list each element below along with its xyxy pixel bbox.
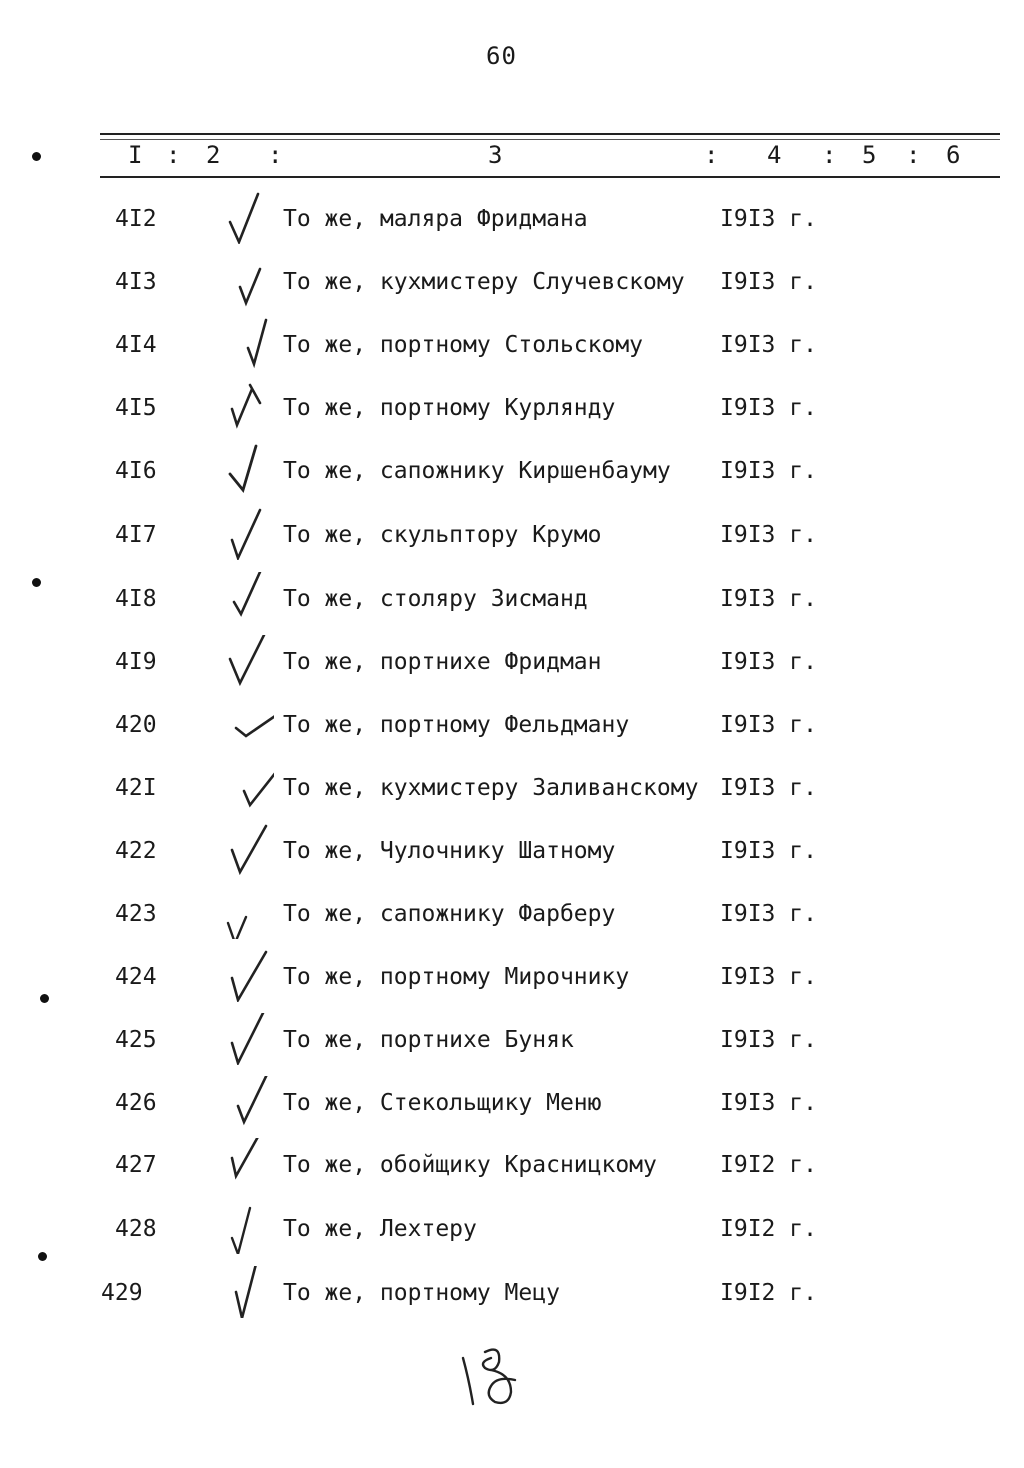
- checkmark-icon: [226, 1202, 274, 1254]
- checkmark-icon: [226, 950, 274, 1002]
- row-number: 427: [115, 1152, 157, 1178]
- row-description: То же, портному Мирочнику: [283, 964, 630, 990]
- row-date: I9I3 г.: [720, 712, 817, 738]
- row-description: То же, кухмистеру Заливанскому: [283, 775, 699, 801]
- row-description: То же, скульптору Крумо: [283, 522, 602, 548]
- row-description: То же, портнихе Фридман: [283, 649, 602, 675]
- header-sep-4: :: [822, 141, 837, 169]
- row-description: То же, портному Мецу: [283, 1280, 560, 1306]
- header-col-1: I: [128, 141, 143, 169]
- row-date: I9I3 г.: [720, 1090, 817, 1116]
- table-row: [0, 1152, 1024, 1192]
- row-date: I9I3 г.: [720, 458, 817, 484]
- table-row: [0, 901, 1024, 941]
- row-description: То же, кухмистеру Случевскому: [283, 269, 685, 295]
- row-number: 4I8: [115, 586, 157, 612]
- row-date: I9I2 г.: [720, 1152, 817, 1178]
- row-description: То же, маляра Фридмана: [283, 206, 588, 232]
- header-sep-3: :: [704, 141, 719, 169]
- header-sep-2: :: [268, 141, 283, 169]
- row-date: I9I2 г.: [720, 1216, 817, 1242]
- header-sep-5: :: [906, 141, 921, 169]
- row-description: То же, столяру Зисманд: [283, 586, 588, 612]
- table-top-rule-inner: [100, 139, 1000, 140]
- row-date: I9I3 г.: [720, 775, 817, 801]
- row-date: I9I3 г.: [720, 1027, 817, 1053]
- row-date: I9I3 г.: [720, 649, 817, 675]
- row-description: То же, портному Курлянду: [283, 395, 616, 421]
- row-number: 428: [115, 1216, 157, 1242]
- table-row: [0, 1027, 1024, 1067]
- table-row: [0, 1280, 1024, 1320]
- checkmark-icon: [226, 192, 274, 244]
- row-date: I9I3 г.: [720, 522, 817, 548]
- checkmark-icon: [226, 1076, 274, 1128]
- row-date: I9I3 г.: [720, 395, 817, 421]
- checkmark-icon: [226, 255, 274, 307]
- row-number: 4I3: [115, 269, 157, 295]
- table-header: [0, 141, 1024, 173]
- table-header-rule: [100, 176, 1000, 178]
- header-col-6: 6: [946, 141, 961, 169]
- handwritten-folio-number: [455, 1340, 535, 1410]
- table-row: [0, 395, 1024, 435]
- checkmark-icon: [226, 444, 274, 496]
- table-row: [0, 206, 1024, 246]
- row-number: 423: [115, 901, 157, 927]
- table-row: [0, 458, 1024, 498]
- row-date: I9I3 г.: [720, 332, 817, 358]
- row-date: I9I3 г.: [720, 964, 817, 990]
- header-col-2: 2: [206, 141, 221, 169]
- row-description: То же, сапожнику Киршенбауму: [283, 458, 671, 484]
- header-col-4: 4: [767, 141, 782, 169]
- table-row: [0, 1216, 1024, 1256]
- checkmark-icon: [226, 572, 274, 624]
- row-number: 422: [115, 838, 157, 864]
- row-number: 429: [101, 1280, 143, 1306]
- row-date: I9I3 г.: [720, 901, 817, 927]
- row-number: 4I7: [115, 522, 157, 548]
- checkmark-icon: [226, 1138, 274, 1190]
- page-number: 60: [486, 42, 517, 70]
- checkmark-icon: [226, 1266, 274, 1318]
- row-date: I9I3 г.: [720, 206, 817, 232]
- row-number: 4I6: [115, 458, 157, 484]
- table-row: [0, 712, 1024, 752]
- row-description: То же, Чулочнику Шатному: [283, 838, 616, 864]
- row-number: 4I9: [115, 649, 157, 675]
- row-number: 420: [115, 712, 157, 738]
- row-number: 424: [115, 964, 157, 990]
- checkmark-icon: [226, 824, 274, 876]
- checkmark-icon: [226, 698, 274, 750]
- table-row: [0, 964, 1024, 1004]
- row-date: I9I2 г.: [720, 1280, 817, 1306]
- checkmark-icon: [226, 887, 274, 939]
- row-description: То же, сапожнику Фарберу: [283, 901, 616, 927]
- table-row: [0, 838, 1024, 878]
- table-row: [0, 649, 1024, 689]
- binding-hole-mark: [32, 578, 41, 587]
- checkmark-icon: [226, 1013, 274, 1065]
- checkmark-icon: [226, 761, 274, 813]
- row-description: То же, портнихе Буняк: [283, 1027, 574, 1053]
- table-row: [0, 522, 1024, 562]
- header-sep-1: :: [166, 141, 181, 169]
- row-number: 42I: [115, 775, 157, 801]
- header-col-5: 5: [862, 141, 877, 169]
- checkmark-icon: [226, 381, 274, 433]
- table-row: [0, 1090, 1024, 1130]
- row-number: 426: [115, 1090, 157, 1116]
- table-top-rule: [100, 133, 1000, 135]
- row-date: I9I3 г.: [720, 269, 817, 295]
- row-description: То же, обойщику Красницкому: [283, 1152, 657, 1178]
- binding-hole-mark: [32, 152, 41, 161]
- checkmark-icon: [226, 508, 274, 560]
- row-description: То же, портному Фельдману: [283, 712, 630, 738]
- row-number: 425: [115, 1027, 157, 1053]
- row-number: 4I2: [115, 206, 157, 232]
- row-date: I9I3 г.: [720, 586, 817, 612]
- table-row: [0, 269, 1024, 309]
- row-description: То же, портному Стольскому: [283, 332, 644, 358]
- table-row: [0, 586, 1024, 626]
- table-row: [0, 332, 1024, 372]
- table-row: [0, 775, 1024, 815]
- binding-hole-mark: [40, 994, 49, 1003]
- binding-hole-mark: [38, 1252, 47, 1261]
- checkmark-icon: [226, 318, 274, 370]
- row-description: То же, Лехтеру: [283, 1216, 477, 1242]
- row-number: 4I4: [115, 332, 157, 358]
- checkmark-icon: [226, 635, 274, 687]
- row-date: I9I3 г.: [720, 838, 817, 864]
- row-description: То же, Стекольщику Меню: [283, 1090, 602, 1116]
- row-number: 4I5: [115, 395, 157, 421]
- header-col-3: 3: [488, 141, 503, 169]
